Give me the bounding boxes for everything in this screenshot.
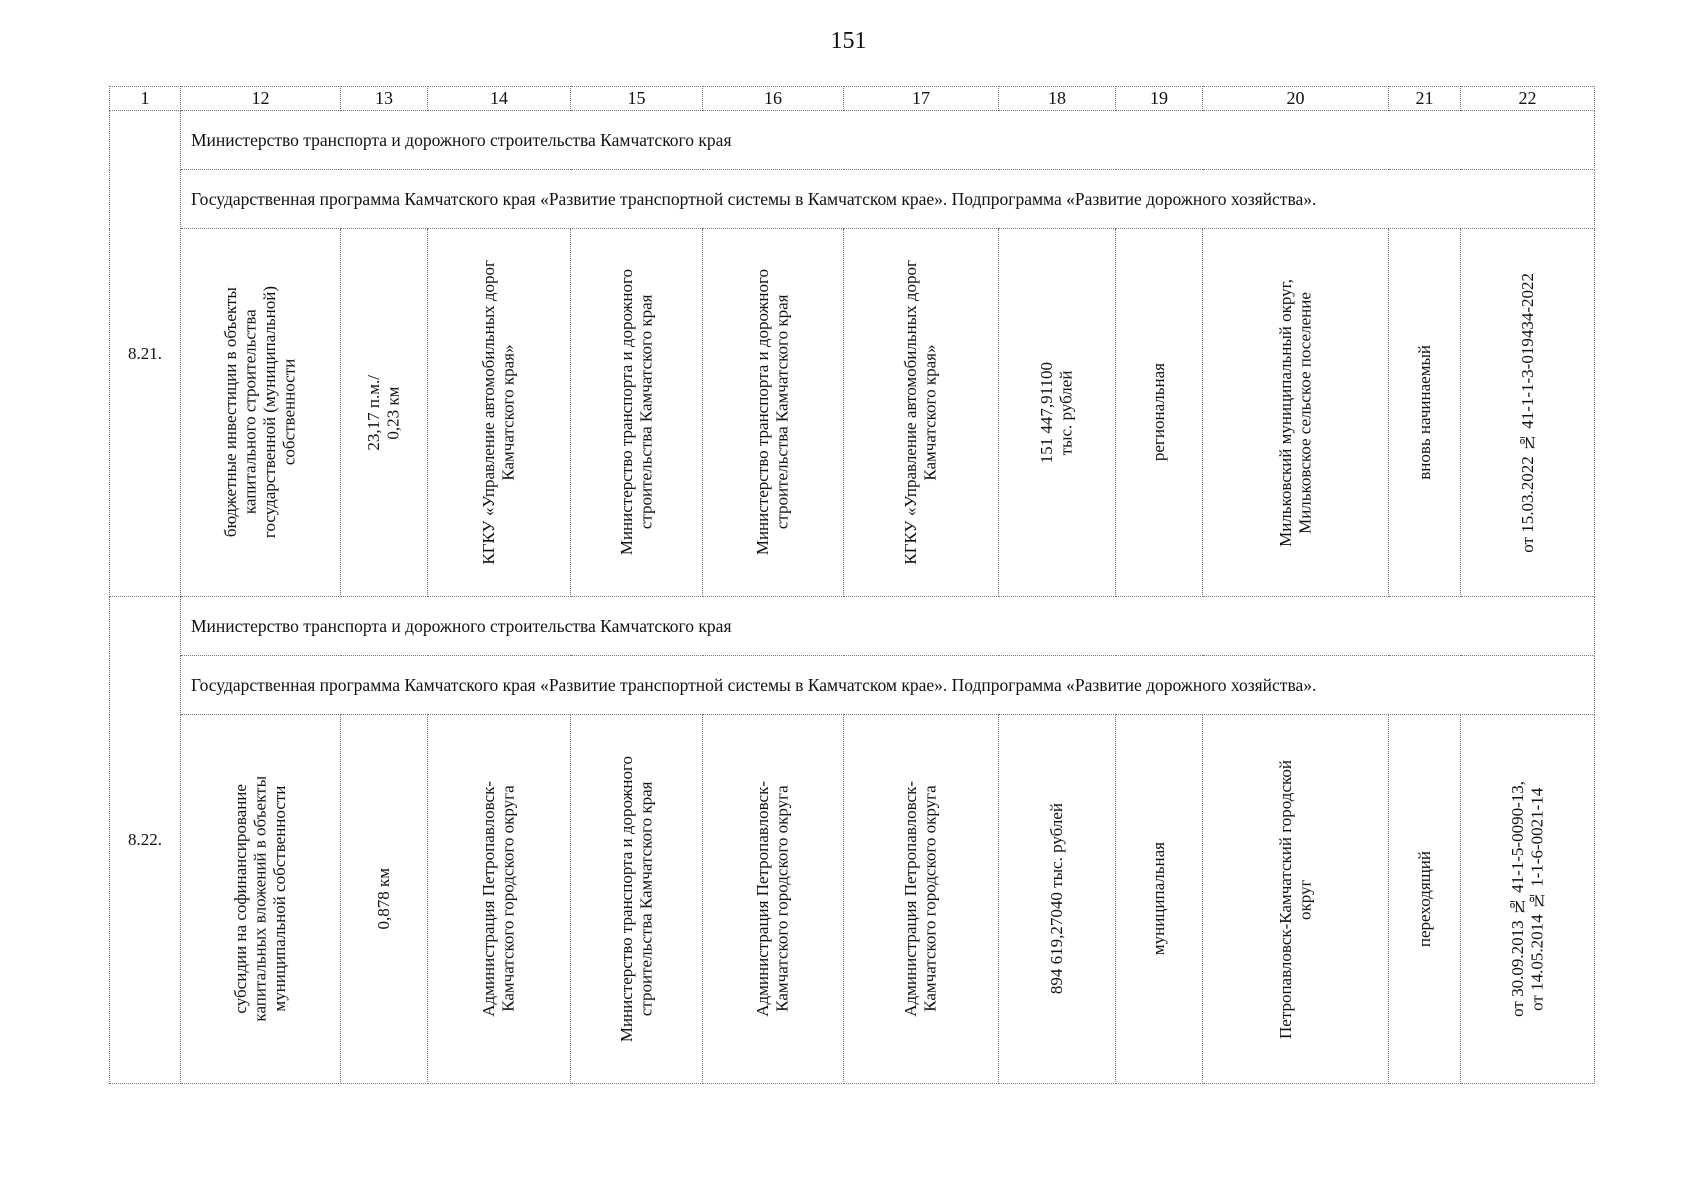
expertise: от 30.09.2013 № 41-1-5-0090-13, от 14.05.2014 № 1-1-6-0021-14 (1507, 781, 1547, 1017)
header-cell: 13 (341, 87, 428, 111)
header-cell: 19 (1116, 87, 1203, 111)
ministry-name: Министерство транспорта и дорожного строительства Камчатского края (181, 111, 1595, 170)
program-name: Государственная программа Камчатского края «Развитие транспортной системы в Камчатском крае». Подпрограмма «Развитие дорожного хозяйства». (181, 656, 1595, 715)
responsible-cell (571, 229, 703, 597)
header-cell: 22 (1461, 87, 1595, 111)
location: Петропавловск-Камчатский городской округ (1275, 759, 1315, 1039)
investment-type: бюджетные инвестиции в объекты капитального строительства государственной (муниципальной) собственности (221, 286, 300, 539)
ownership-cell (1116, 715, 1203, 1084)
status-cell (1389, 229, 1461, 597)
header-cell: 21 (1389, 87, 1461, 111)
responsible: Министерство транспорта и дорожного строительства Камчатского края (616, 269, 656, 556)
customer-cell (844, 715, 999, 1084)
expertise-cell (1461, 715, 1595, 1084)
row-number: 8.21. (110, 111, 181, 597)
investment-type-cell (181, 715, 341, 1084)
responsible-cell (571, 715, 703, 1084)
objects-table (109, 86, 1595, 1084)
capacity: 23,17 п.м./ 0,23 км (364, 374, 403, 451)
data-row (110, 229, 1595, 597)
expertise: от 15.03.2022 № 41-1-1-3-019434-2022 (1517, 272, 1537, 553)
capacity-cell (341, 715, 428, 1084)
header-cell: 12 (181, 87, 341, 111)
header-cell: 20 (1203, 87, 1389, 111)
header-row (110, 87, 1595, 111)
program-name: Государственная программа Камчатского края «Развитие транспортной системы в Камчатском крае». Подпрограмма «Развитие дорожного хозяйства». (181, 170, 1595, 229)
ownership: муниципальная (1149, 842, 1169, 956)
developer: Администрация Петропавловск- Камчатского городского округа (479, 781, 518, 1017)
recipient-cell (703, 229, 844, 597)
customer-cell (844, 229, 999, 597)
status-cell (1389, 715, 1461, 1084)
investment-type: субсидии на софинансирование капитальных вложений в объекты муниципальной собственности (231, 776, 290, 1022)
recipient-cell (703, 715, 844, 1084)
program-row (110, 170, 1595, 229)
header-cell: 18 (999, 87, 1116, 111)
developer-cell (428, 715, 571, 1084)
row-number: 8.22. (110, 597, 181, 1084)
header-cell: 1 (110, 87, 181, 111)
ownership-cell (1116, 229, 1203, 597)
responsible: Министерство транспорта и дорожного строительства Камчатского края (616, 755, 656, 1043)
program-row (110, 656, 1595, 715)
investment-type-cell (181, 229, 341, 597)
status: переходящий (1414, 850, 1434, 948)
location-cell (1203, 715, 1389, 1084)
developer-cell (428, 229, 571, 597)
recipient: Министерство транспорта и дорожного строительства Камчатского края (753, 269, 792, 556)
cost-cell (999, 715, 1116, 1084)
data-row (110, 715, 1595, 1084)
ministry-row (110, 111, 1595, 170)
status: вновь начинаемый (1414, 345, 1434, 480)
ownership: региональная (1149, 363, 1169, 462)
expertise-cell (1461, 229, 1595, 597)
cost-cell (999, 229, 1116, 597)
location: Мильковский муниципальный округ, Мильковское сельское поселение (1275, 278, 1315, 547)
recipient: Администрация Петропавловск- Камчатского городского округа (753, 781, 792, 1017)
page-number: 151 (830, 28, 867, 54)
capacity: 0,878 км (374, 868, 394, 930)
customer: КГКУ «Управление автомобильных дорог Камчатского края» (901, 260, 940, 565)
customer: Администрация Петропавловск- Камчатского городского округа (901, 781, 940, 1017)
header-cell: 17 (844, 87, 999, 111)
header-cell: 16 (703, 87, 844, 111)
ministry-name: Министерство транспорта и дорожного строительства Камчатского края (181, 597, 1595, 656)
header-cell: 15 (571, 87, 703, 111)
header-cell: 14 (428, 87, 571, 111)
location-cell (1203, 229, 1389, 597)
cost: 151 447,91100 тыс. рублей (1037, 361, 1076, 464)
capacity-cell (341, 229, 428, 597)
developer: КГКУ «Управление автомобильных дорог Камчатского края» (479, 260, 518, 565)
ministry-row (110, 597, 1595, 656)
cost: 894 619,27040 тыс. рублей (1047, 803, 1067, 995)
